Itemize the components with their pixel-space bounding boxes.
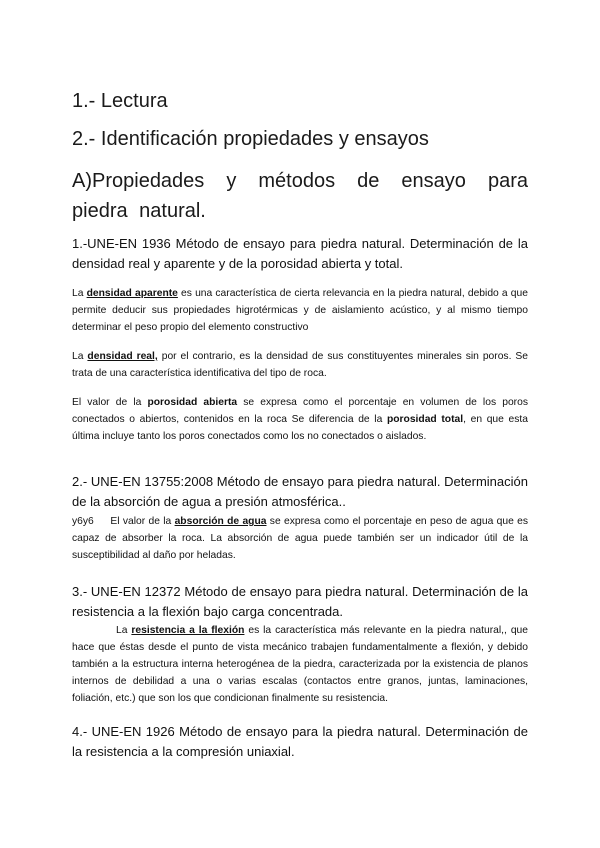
section-2-paragraph xyxy=(72,513,528,564)
paragraph-text: y6y6 El valor de la xyxy=(72,516,175,527)
paragraph-text: La xyxy=(72,288,87,299)
term-porosidad-total: porosidad total xyxy=(386,414,464,425)
paragraph-text: es la característica más relevante en la piedra natural,, que hace que éstas desde el punto de vista mecánico trabajen fundamentalmente a flexión, y debido también a la estructura interna heterogénea de la piedra, caracterizada por la existencia de planos internos de debilidad a una o varias escalas (contactos entre granos, juntas, laminaciones, foliación, etc.) que son los que condicionan finalmente su resistencia. xyxy=(72,625,528,704)
paragraph-text: El valor de la xyxy=(72,397,148,408)
term-absorcion-de-agua: absorción de agua xyxy=(174,516,267,527)
paragraph-text: La xyxy=(116,625,132,636)
section-1-paragraph-1 xyxy=(72,285,528,336)
section-1-paragraph-3 xyxy=(72,394,528,445)
paragraph-text: es una característica de cierta relevancia en la piedra natural, debido a que permite deducir sus propiedades higrotérmicas y de aislamiento acústico, y al mismo tiempo determinar el peso propio del elemento constructivo xyxy=(72,288,528,333)
paragraph-text: , en que esta última incluye tanto los poros conectados como los no conectados o aislados. xyxy=(72,414,528,442)
term-porosidad-abierta: porosidad abierta xyxy=(147,397,238,408)
heading-propiedades: A)Propiedades y métodos de ensayo para piedra natural. xyxy=(72,170,528,222)
heading-identificacion: 2.- Identificación propiedades y ensayos xyxy=(72,128,429,150)
paragraph-text: La xyxy=(72,351,88,362)
section-1-title: 1.-UNE-EN 1936 Método de ensayo para piedra natural. Determinación de la densidad real y aparente y de la porosidad abierta y total. xyxy=(72,236,528,271)
term-resistencia-flexion: resistencia a la flexión xyxy=(131,625,245,636)
section-2-title: 2.- UNE-EN 13755:2008 Método de ensayo para piedra natural. Determinación de la absorción de agua a presión atmosférica.. xyxy=(72,474,528,509)
paragraph-text: se expresa como el porcentaje en volumen de los poros conectados o abiertos, contenidos en la roca Se diferencia de la xyxy=(72,397,528,425)
section-1-paragraph-2 xyxy=(72,348,528,382)
section-4-title: 4.- UNE-EN 1926 Método de ensayo para la piedra natural. Determinación de la resistencia a la compresión uniaxial. xyxy=(72,724,528,759)
paragraph-text: se expresa como el porcentaje en peso de agua que es capaz de absorber la roca. La absorción de agua puede también ser un indicador útil de la susceptibilidad al daño por heladas. xyxy=(72,516,528,561)
term-densidad-aparente: densidad aparente xyxy=(86,288,178,299)
section-3-title: 3.- UNE-EN 12372 Método de ensayo para piedra natural. Determinación de la resistencia a la flexión bajo carga concentrada. xyxy=(72,584,528,619)
section-3-paragraph xyxy=(72,622,528,707)
paragraph-text: por el contrario, es la densidad de sus constituyentes minerales sin poros. Se trata de una característica identificativa del tipo de roca. xyxy=(72,351,528,379)
heading-lectura: 1.- Lectura xyxy=(72,90,168,112)
term-densidad-real: densidad real, xyxy=(87,351,158,362)
